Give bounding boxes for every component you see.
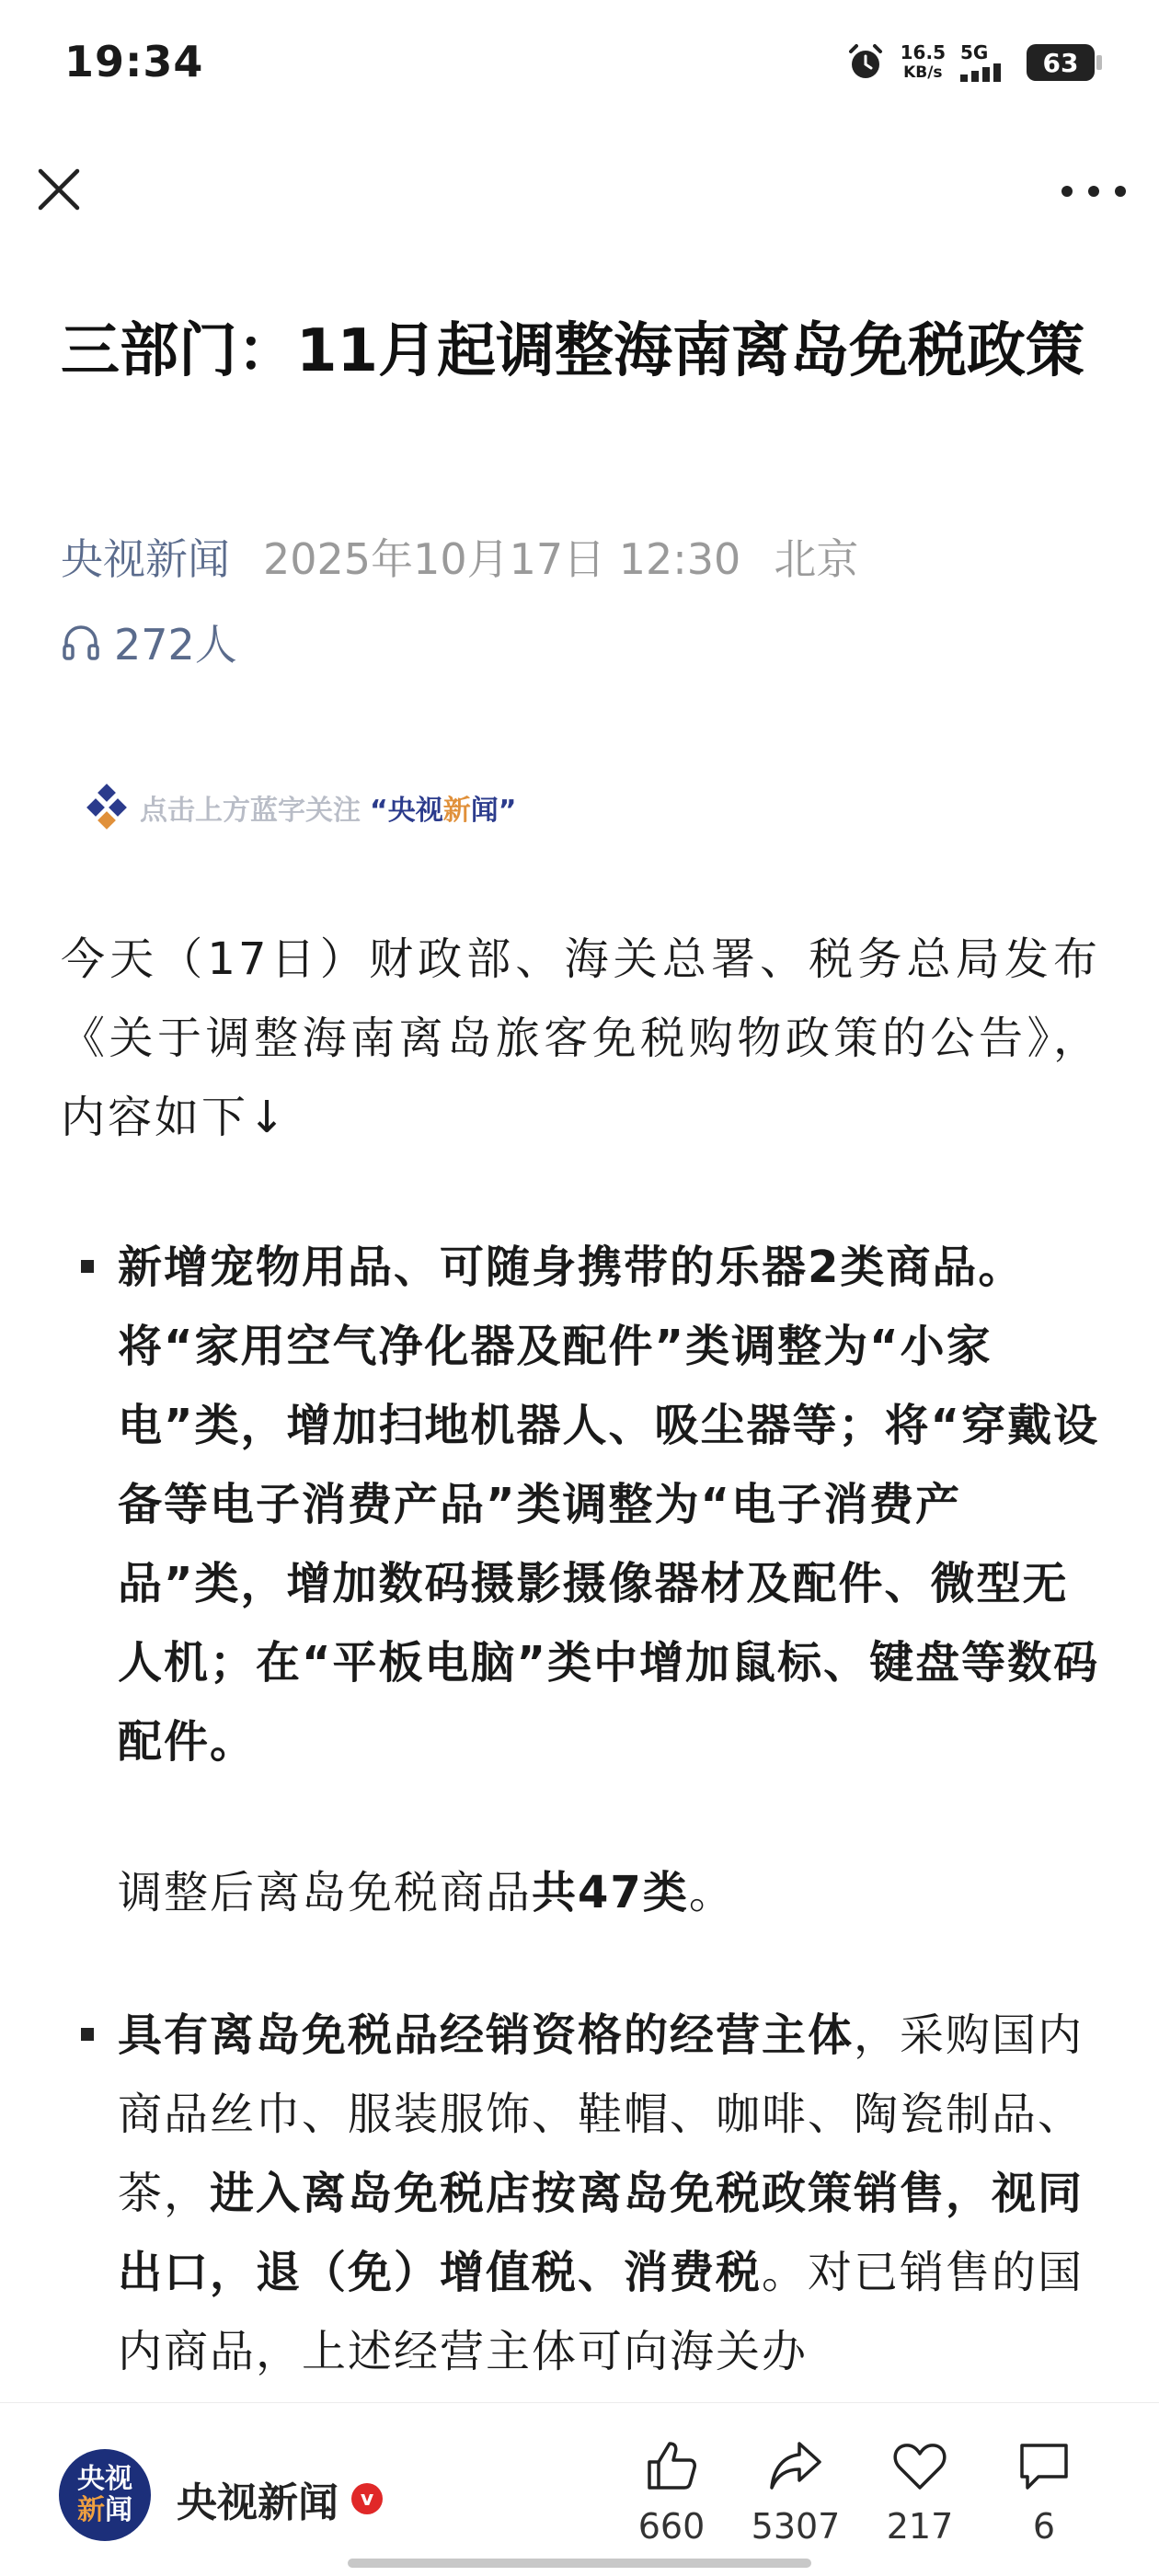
like-count: 660 — [637, 2506, 706, 2547]
status-icons — [845, 35, 1095, 90]
article-title: 三部门：11月起调整海南离岛免税政策 — [61, 317, 1085, 385]
battery-indicator: 63 — [1027, 44, 1095, 81]
network-speed: 16.5 KB/s — [900, 41, 946, 82]
avatar[interactable]: 央视 新闻 — [59, 2449, 151, 2541]
heart-icon — [890, 2436, 949, 2495]
share-count: 5307 — [751, 2506, 841, 2547]
diamond-logo-icon — [83, 784, 131, 831]
account-name[interactable]: 央视新闻 v — [177, 2469, 383, 2528]
article-source[interactable]: 央视新闻 — [61, 534, 230, 584]
thumbs-up-icon — [642, 2436, 701, 2495]
alarm-clock-icon — [845, 42, 886, 83]
list-item — [61, 1996, 1100, 2391]
status-bar — [0, 0, 1159, 110]
signal-indicator: 5G — [960, 43, 1012, 82]
signal-bars-icon — [960, 62, 1012, 82]
bullet-marker — [81, 1260, 94, 1273]
favorite-button[interactable] — [869, 2436, 970, 2547]
share-arrow-icon — [766, 2436, 825, 2495]
share-button[interactable] — [745, 2436, 846, 2547]
verified-badge-icon: v — [351, 2483, 383, 2514]
comment-button[interactable] — [993, 2436, 1095, 2547]
comment-count: 6 — [1032, 2506, 1056, 2547]
close-button[interactable] — [33, 164, 85, 215]
article-location: 北京 — [774, 534, 859, 584]
list-item — [61, 1228, 1100, 1781]
listen-count[interactable]: 272人 — [61, 612, 237, 672]
list-item-text: 具有离岛免税品经销资格的经营主体，采购国内商品丝巾、服装服饰、鞋帽、咖啡、陶瓷制品、茶，进入离岛免税店按离岛免税政策销售，视同出口，退（免）增值税、消费税。对已销售的国内商品，上述经营主体可向海关办 — [118, 2009, 1084, 2377]
article-date: 2025年10月17日 12:30 — [263, 534, 741, 584]
like-button[interactable] — [621, 2436, 722, 2547]
more-button[interactable] — [1061, 175, 1126, 208]
close-icon — [33, 164, 85, 215]
headphones-icon — [61, 622, 101, 662]
home-indicator[interactable] — [348, 2559, 811, 2568]
article-meta — [61, 526, 858, 587]
article-intro: 今天（17日）财政部、海关总署、税务总局发布《关于调整海南离岛旅客免税购物政策的公告》，内容如下↓ — [61, 933, 1100, 1143]
comment-bubble-icon — [1015, 2436, 1073, 2495]
bullet-marker — [81, 2028, 94, 2041]
status-time: 19:34 — [64, 37, 204, 86]
more-horizontal-icon — [1061, 186, 1073, 197]
list-item-text: 新增宠物用品、可随身携带的乐器2类商品。将“家用空气净化器及配件”类调整为“小家电”类，增加扫地机器人、吸尘器等；将“穿戴设备等电子消费产品”类调整为“电子消费产品”类，增加数码摄影摄像器材及配件、微型无人机；在“平板电脑”类中增加鼠标、键盘等数码配件。 — [118, 1242, 1100, 1768]
bottom-action-bar — [0, 2402, 1159, 2576]
follow-banner[interactable]: 点击上方蓝字关注 “央视新闻” — [83, 782, 516, 833]
favorite-count: 217 — [886, 2506, 954, 2547]
summary-line: 调整后离岛免税商品共47类。 — [118, 1867, 735, 1918]
